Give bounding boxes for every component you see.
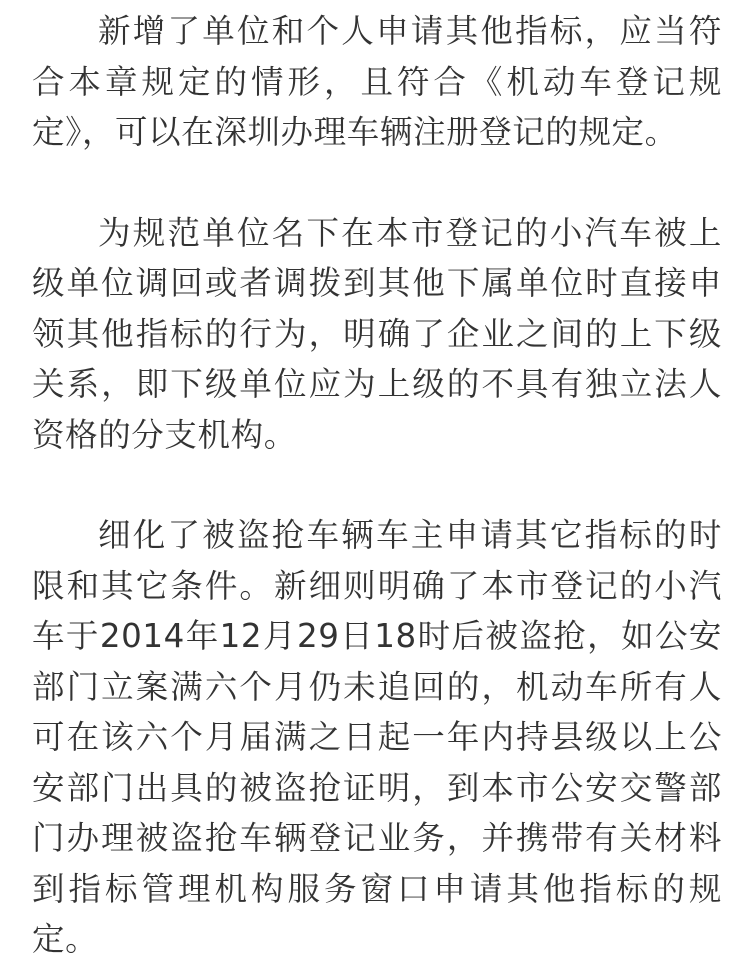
paragraph-spacer [32,460,722,510]
paragraph-new-indicator-rules: 新增了单位和个人申请其他指标，应当符合本章规定的情形，且符合《机动车登记规定》，可以在深圳办理车辆注册登记的规定。 [32,12,722,151]
paragraph-stolen-vehicle-rules: 细化了被盗抢车辆车主申请其它指标的时限和其它条件。新细则明确了本市登记的小汽车于2014年12月29日18时后被盗抢，如公安部门立案满六个月仍未追回的，机动车所有人可在该六个月届满之日起一年内持县级以上公安部门出具的被盗抢证明，到本市公安交警部门办理被盗抢车辆登记业务，并携带有关材料到指标管理机构服务窗口申请其他指标的规定。 [32,516,722,958]
paragraph-spacer [32,158,722,208]
paragraph-subordinate-unit-rules: 为规范单位名下在本市登记的小汽车被上级单位调回或者调拨到其他下属单位时直接申领其他指标的行为，明确了企业之间的上下级关系，即下级单位应为上级的不具有独立法人资格的分支机构。 [32,213,722,454]
article-body [32,6,722,965]
